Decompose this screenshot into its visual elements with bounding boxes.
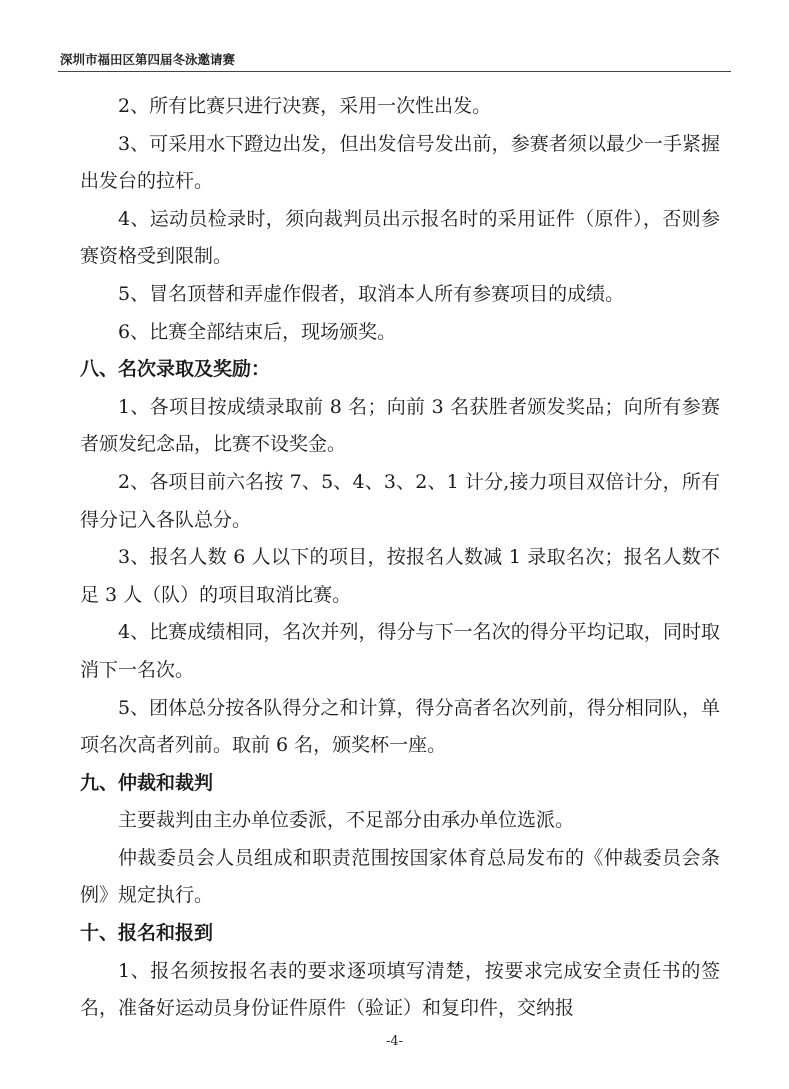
- paragraph-award-5: 5、团体总分按各队得分之和计算，得分高者名次列前，得分相同队，单项名次高者列前。取前 6 名，颁奖杯一座。: [80, 696, 720, 757]
- header-divider: [58, 71, 731, 72]
- paragraph-referee-1: 主要裁判由主办单位委派，不足部分由承办单位选派。: [118, 809, 575, 832]
- paragraph-rule-6: 6、比赛全部结束后，现场颁奖。: [118, 320, 397, 343]
- section-heading-8: 八、名次录取及奖励：: [80, 358, 271, 381]
- section-heading-9: 九、仲裁和裁判: [80, 771, 214, 794]
- paragraph-rule-5: 5、冒名顶替和弄虚作假者，取消本人所有参赛项目的成绩。: [118, 282, 625, 305]
- paragraph-award-3: 3、报名人数 6 人以下的项目，按报名人数减 1 录取名次；报名人数不足 3 人（队）的项目取消比赛。: [80, 546, 720, 606]
- paragraph-award-1: 1、各项目按成绩录取前 8 名；向前 3 名获胜者颁发奖品；向所有参赛者颁发纪念品，比赛不设奖金。: [80, 395, 720, 456]
- paragraph-award-2: 2、各项目前六名按 7、5、4、3、2、1 计分,接力项目双倍计分，所有得分记入各队总分。: [80, 470, 720, 531]
- paragraph-registration-1: 1、报名须按报名表的要求逐项填写清楚，按要求完成安全责任书的签名，准备好运动员身份证件原件（验证）和复印件，交纳报: [80, 959, 720, 1020]
- paragraph-rule-4: 4、运动员检录时，须向裁判员出示报名时的采用证件（原件），否则参赛资格受到限制。: [80, 207, 720, 268]
- paragraph-rule-3: 3、可采用水下蹬边出发，但出发信号发出前，参赛者须以最少一手紧握出发台的拉杆。: [80, 132, 720, 193]
- document-body: [80, 88, 720, 1028]
- paragraph-rule-2: 2、所有比赛只进行决赛，采用一次性出发。: [118, 95, 492, 117]
- running-header: 深圳市福田区第四届冬泳邀请赛: [60, 52, 236, 67]
- section-heading-10: 十、报名和报到: [80, 922, 214, 945]
- paragraph-referee-2: 仲裁委员会人员组成和职责范围按国家体育总局发布的《仲裁委员会条例》规定执行。: [80, 846, 720, 907]
- page-number: -4-: [385, 1034, 404, 1049]
- paragraph-award-4: 4、比赛成绩相同，名次并列，得分与下一名次的得分平均记取，同时取消下一名次。: [80, 621, 720, 681]
